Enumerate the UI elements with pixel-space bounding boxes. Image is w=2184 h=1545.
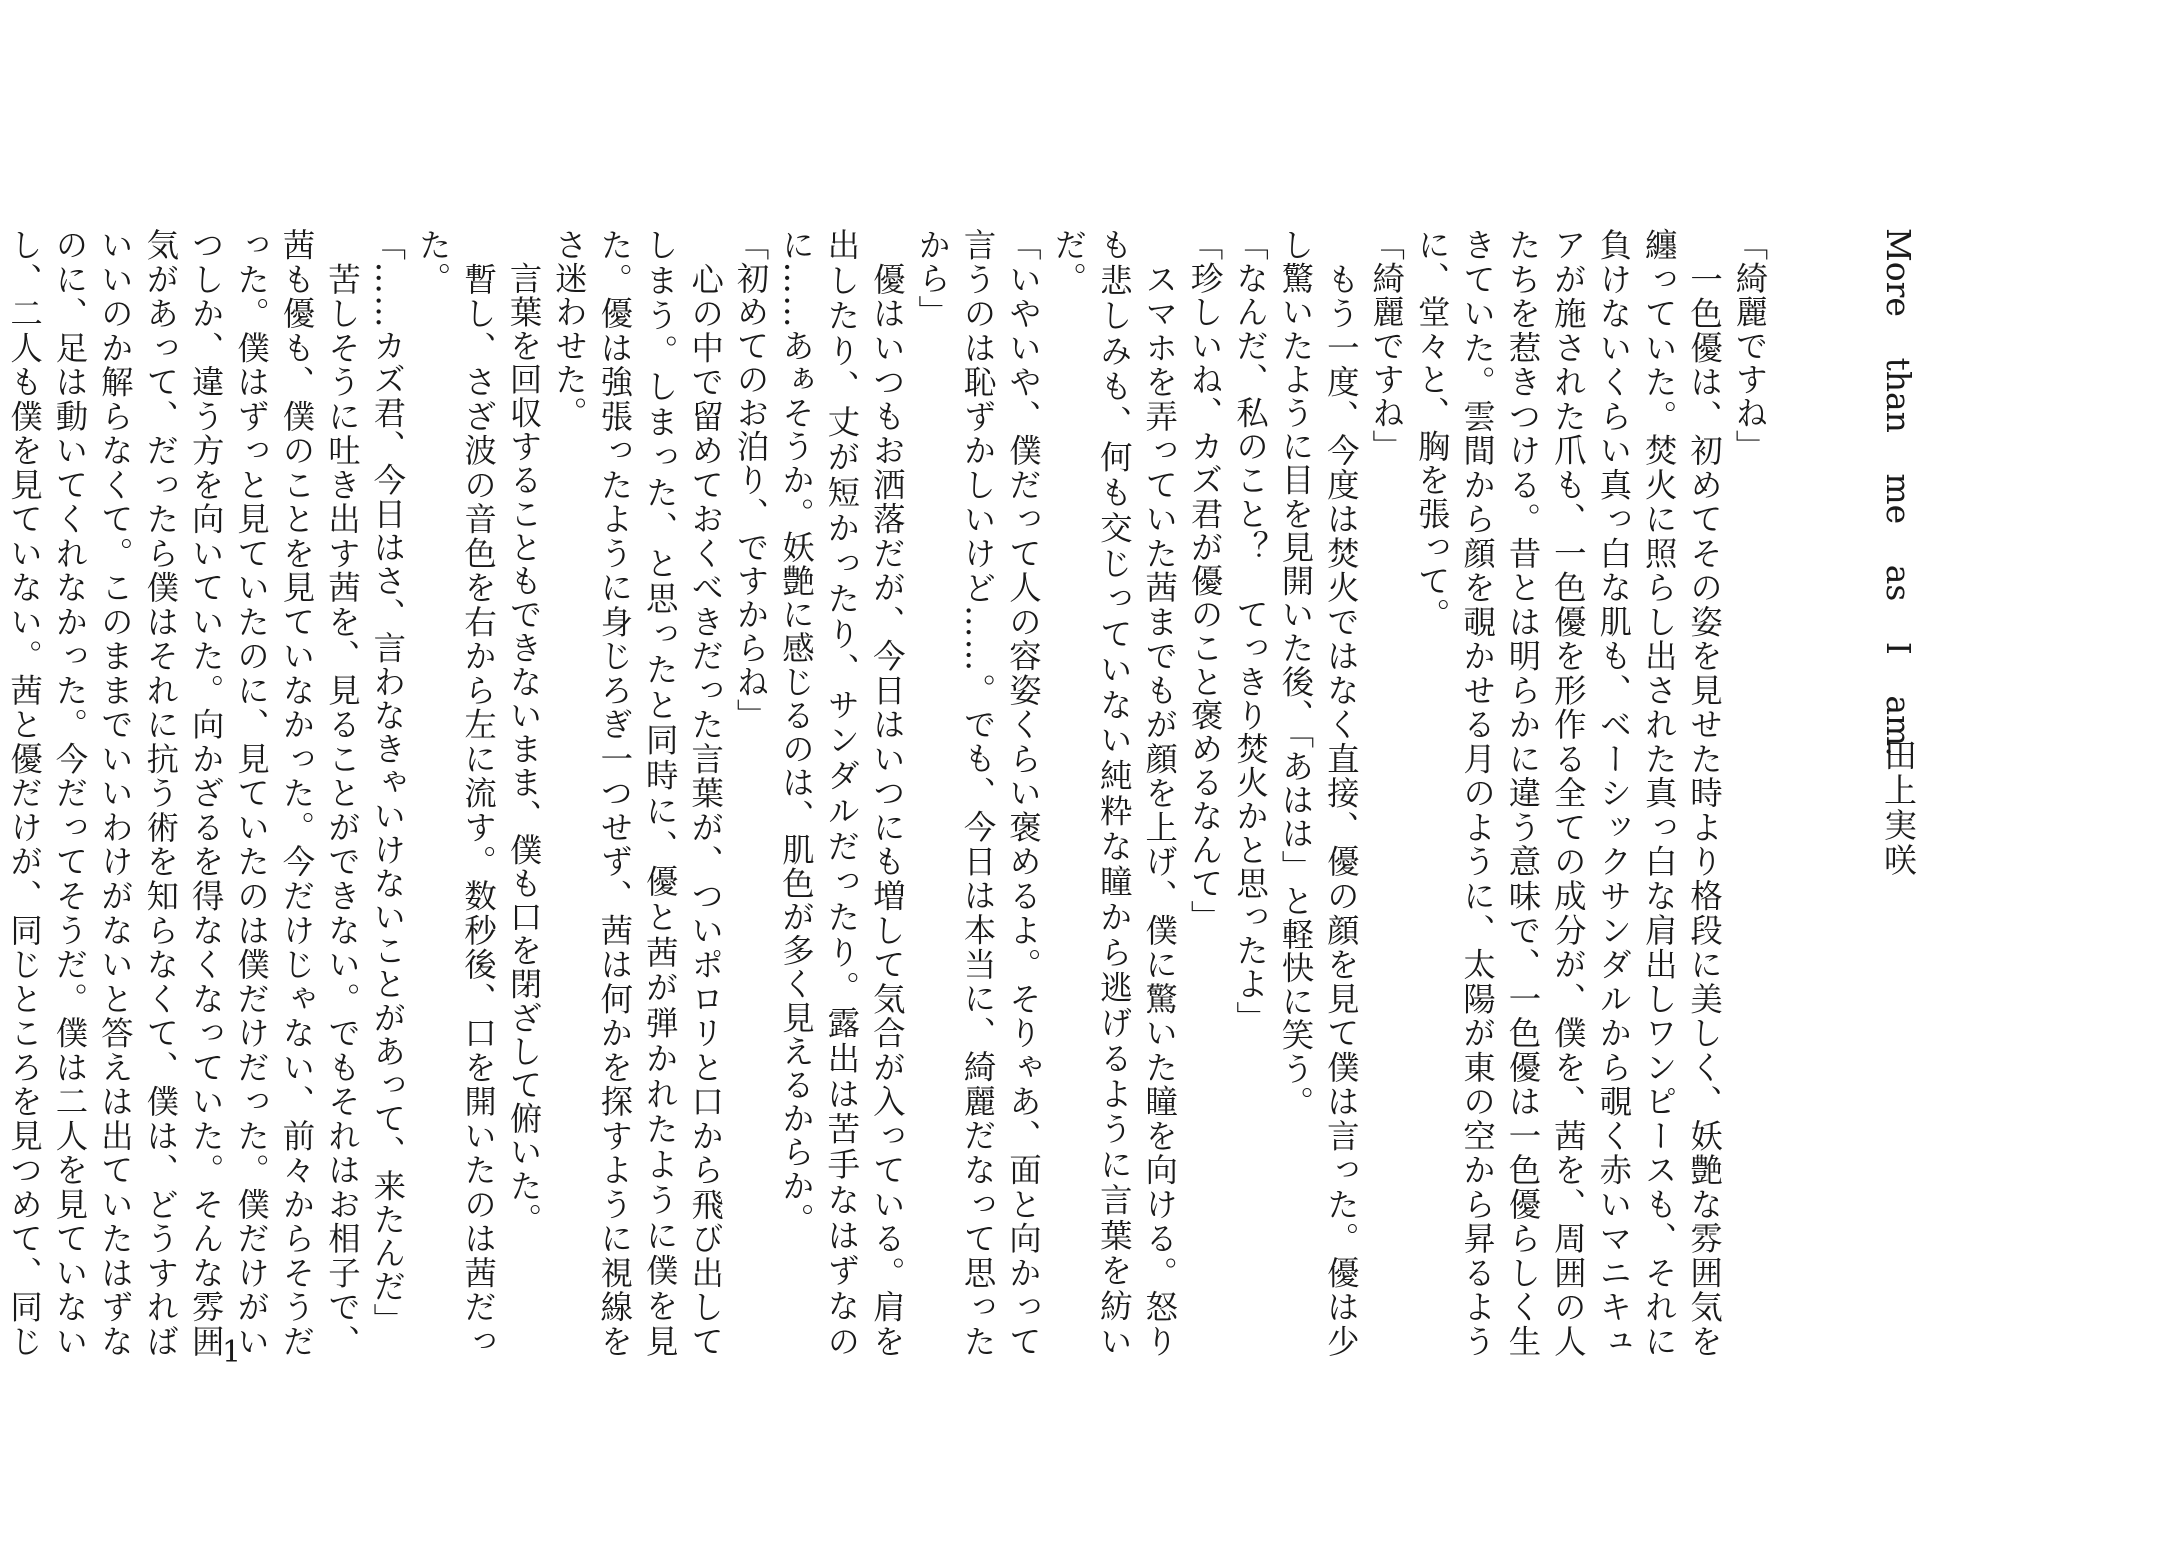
paragraph: 暫し、さざ波の音色を右から左に流す。数秒後、口を開いたのは茜だった。 (414, 228, 498, 1358)
paragraph: 「初めてのお泊り、ですからね」 (732, 228, 771, 732)
paragraph: 「珍しいね、カズ君が優のこと褒めるなんて」 (1186, 228, 1225, 934)
story-body (0, 228, 1772, 1358)
author-name: 田上実咲 (1879, 738, 1918, 878)
paragraph: 言葉を回収することもできないまま、僕も口を閉ざして俯いた。 (505, 228, 544, 1236)
paragraph: 一色優は、初めてその姿を見せた時より格段に美しく、妖艶な雰囲気を纏っていた。焚火に照らし出された真っ白な肩出しワンピースも、それに負けないくらい真っ白な肌も、ベーシックサンダルから覗く赤いマニキュアが施された爪も、一色優を形作る全ての成分が、僕を、茜を、周囲の人たちを惹きつける。昔とは明らかに違う意味で、一色優は一色優らしく生きていた。雲間から顔を覗かせる月のように、太陽が東の空から昇るように、堂々と、胸を張って。 (1413, 228, 1724, 1358)
paragraph: 「いやいや、僕だって人の容姿くらい褒めるよ。そりゃあ、面と向かって言うのは恥ずかしいけど……。でも、今日は本当に、綺麗だなって思ったから」 (913, 228, 1043, 1358)
paragraph: 「綺麗ですね」 (1367, 228, 1406, 464)
paragraph: 優はいつもお洒落だが、今日はいつにも増して気合が入っている。肩を出したり、丈が短かったり、サンダルだったり。露出は苦手なはずなのに……あぁそうか。妖艶に感じるのは、肌色が多く見えるからか。 (777, 228, 907, 1358)
paragraph: 苦しそうに吐き出す茜を、見ることができない。でもそれはお相子で、茜も優も、僕のことを見ていなかった。今だけじゃない、前々からそうだった。僕はずっと見ていたのに、見ていたのは僕だけだった。僕だけがいつしか、違う方を向いていた。向かざるを得なくなっていた。そんな雰囲気があって、だったら僕はそれに抗う術を知らなくて、僕は、どうすればいいのか解らなくて。このままでいいわけがないと答えは出ていたはずなのに、足は動いてくれなかった。今だってそうだ。僕は二人を見ていないし、二人も僕を見ていない。茜と優だけが、同じところを見つめて、同じ (5, 228, 362, 1358)
paragraph: 「なんだ、私のこと？ てっきり焚火かと思ったよ」 (1231, 228, 1270, 1035)
paragraph: もう一度、今度は焚火ではなく直接、優の顔を見て僕は言った。優は少し驚いたように目を見開いた後、「あはは」と軽快に笑う。 (1276, 228, 1361, 1358)
title-text: More than me as I am. (1879, 228, 1918, 757)
page-number: 1 (222, 1335, 242, 1370)
paragraph: 「綺麗ですね」 (1731, 228, 1769, 464)
paragraph: スマホを弄っていた茜までもが顔を上げ、僕に驚いた瞳を向ける。怒りも悲しみも、何も交じっていない純粋な瞳から逃げるように言葉を紡いだ。 (1049, 228, 1179, 1358)
paragraph: 心の中で留めておくべきだった言葉が、ついポロリと口から飛び出してしまう。しまった、と思ったと同時に、優と茜が弾かれたように僕を見た。優は強張ったように身じろぎ一つせず、茜は何かを探すように視線をさ迷わせた。 (550, 228, 725, 1358)
paragraph: 「……カズ君、今日はさ、言わなきゃいけないことがあって、来たんだ」 (368, 228, 407, 1337)
